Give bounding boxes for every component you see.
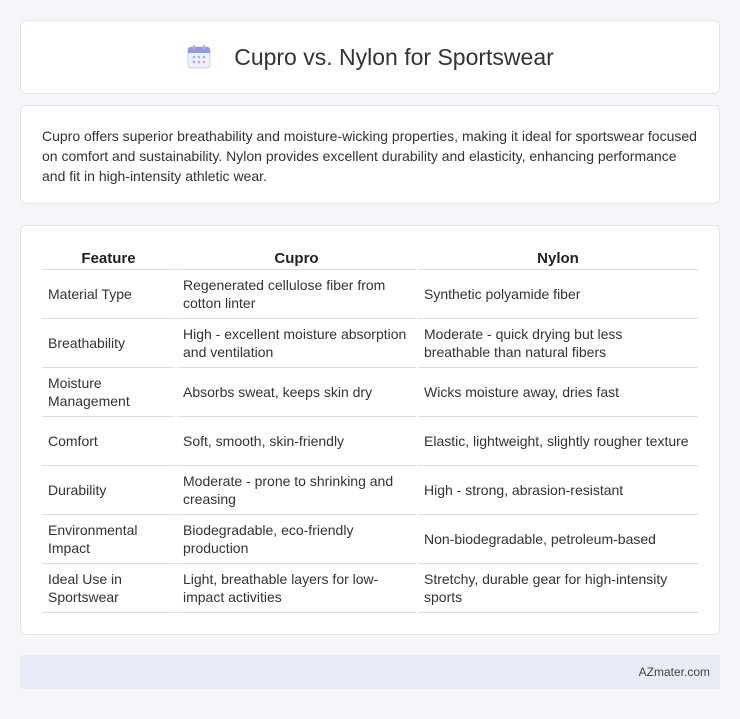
cupro-cell: Biodegradable, eco-friendly production xyxy=(177,515,416,564)
intro-paragraph: Cupro offers superior breathability and moisture-wicking properties, making it ideal for sportswear focused on comfort and sustainability. Nylon provides excellent durability and elasticity, enhancing performance and fit in high-intensity athletic wear. xyxy=(42,128,697,184)
nylon-cell: Non-biodegradable, petroleum-based xyxy=(418,515,698,564)
feature-cell: Moisture Management xyxy=(42,368,175,417)
header-nylon: Nylon xyxy=(418,246,698,270)
footer-bar xyxy=(20,655,720,689)
cupro-cell: Light, breathable layers for low-impact activities xyxy=(177,564,416,613)
table-header-row xyxy=(42,246,698,270)
table-row xyxy=(42,270,698,319)
table-row xyxy=(42,368,698,417)
page-title: Cupro vs. Nylon for Sportswear xyxy=(234,43,554,70)
nylon-cell: Wicks moisture away, dries fast xyxy=(418,368,698,417)
feature-cell: Comfort xyxy=(42,417,175,466)
header-cupro: Cupro xyxy=(177,246,416,270)
nylon-cell: Stretchy, durable gear for high-intensity sports xyxy=(418,564,698,613)
footer-site-link[interactable]: AZmater.com xyxy=(638,665,710,679)
feature-cell: Durability xyxy=(42,466,175,515)
feature-cell: Material Type xyxy=(42,270,175,319)
nylon-cell: Synthetic polyamide fiber xyxy=(418,270,698,319)
intro-card xyxy=(20,105,720,204)
comparison-table xyxy=(40,246,700,613)
title-card xyxy=(20,20,720,94)
feature-cell: Breathability xyxy=(42,319,175,368)
table-row xyxy=(42,564,698,613)
feature-cell: Ideal Use in Sportswear xyxy=(42,564,175,613)
cupro-cell: Soft, smooth, skin-friendly xyxy=(177,417,416,466)
table-row xyxy=(42,417,698,466)
feature-cell: Environmental Impact xyxy=(42,515,175,564)
table-row xyxy=(42,515,698,564)
header-feature: Feature xyxy=(42,246,175,270)
cupro-cell: High - excellent moisture absorption and ventilation xyxy=(177,319,416,368)
table-row xyxy=(42,319,698,368)
cupro-cell: Moderate - prone to shrinking and creasing xyxy=(177,466,416,515)
cupro-cell: Regenerated cellulose fiber from cotton linter xyxy=(177,270,416,319)
table-row xyxy=(42,466,698,515)
cupro-cell: Absorbs sweat, keeps skin dry xyxy=(177,368,416,417)
calendar-icon xyxy=(186,44,212,70)
nylon-cell: Moderate - quick drying but less breathable than natural fibers xyxy=(418,319,698,368)
nylon-cell: High - strong, abrasion-resistant xyxy=(418,466,698,515)
nylon-cell: Elastic, lightweight, slightly rougher texture xyxy=(418,417,698,466)
comparison-card xyxy=(20,225,720,635)
